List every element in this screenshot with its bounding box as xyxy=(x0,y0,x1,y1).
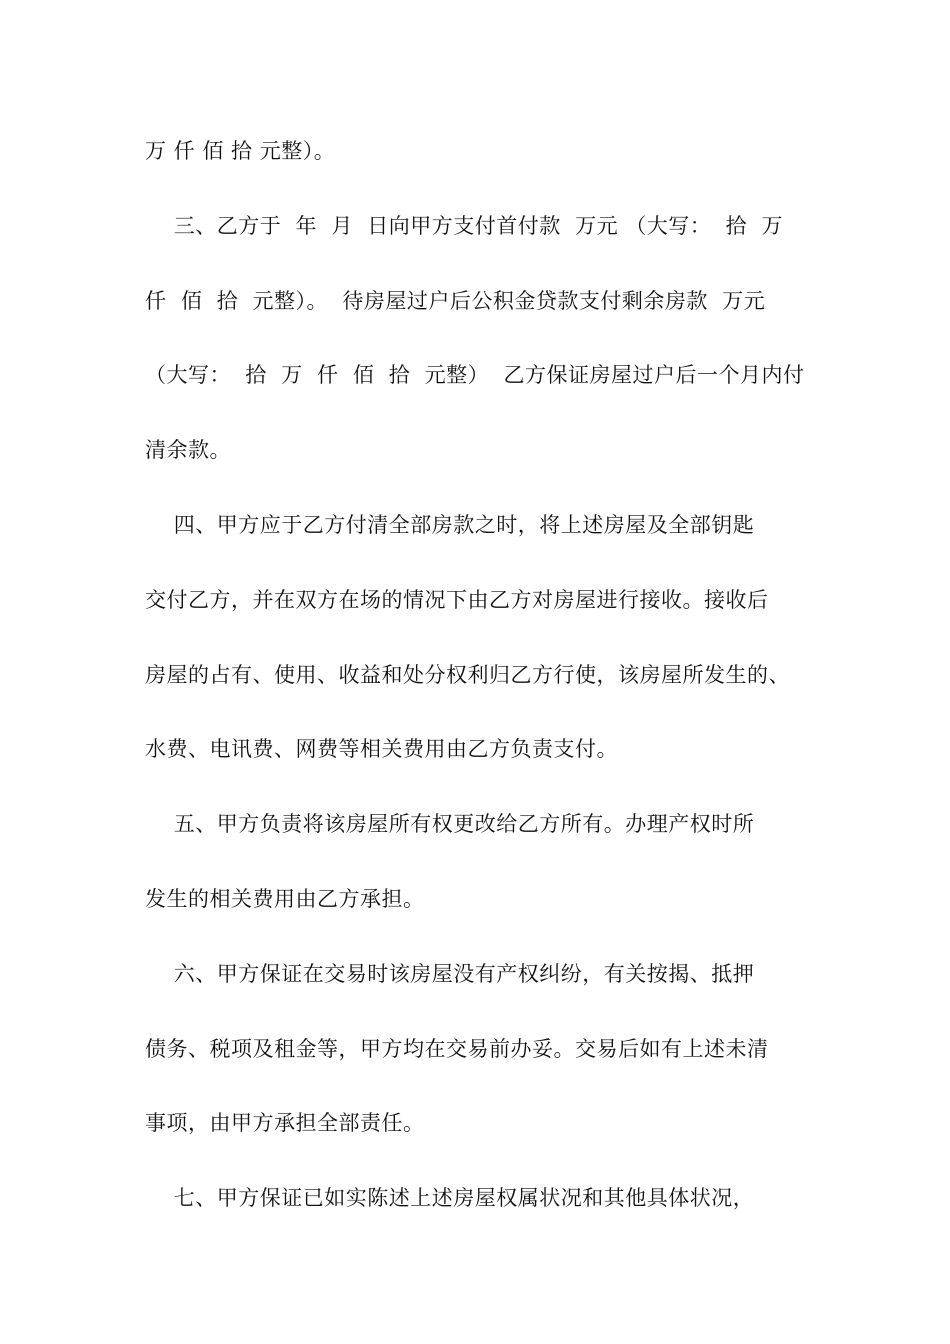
text-line-11: 发生的相关费用由乙方承担。 xyxy=(145,887,425,911)
text-line-14: 事项，由甲方承担全部责任。 xyxy=(145,1111,425,1135)
text-line-8: 房屋的占有、使用、收益和处分权利归乙方行使，该房屋所发生的、 xyxy=(145,663,790,687)
text-line-1: 万 仟 佰 拾 元整）。 xyxy=(145,139,336,163)
text-line-10: 五、甲方负责将该房屋所有权更改给乙方所有。办理产权时所 xyxy=(145,812,755,836)
text-line-6: 四、甲方应于乙方付清全部房款之时，将上述房屋及全部钥匙 xyxy=(145,513,755,537)
text-line-7: 交付乙方，并在双方在场的情况下由乙方对房屋进行接收。接收后 xyxy=(145,588,769,612)
text-line-2: 三、乙方于 年 月 日向甲方支付首付款 万元 （大写： 拾 万 xyxy=(145,214,783,238)
text-line-9: 水费、电讯费、网费等相关费用由乙方负责支付。 xyxy=(145,737,618,761)
text-line-3: 仟 佰 拾 元整）。 待房屋过户后公积金贷款支付剩余房款 万元 xyxy=(145,289,766,313)
text-line-12: 六、甲方保证在交易时该房屋没有产权纠纷，有关按揭、抵押 xyxy=(145,962,755,986)
text-line-13: 债务、税项及租金等，甲方均在交易前办妥。交易后如有上述未清 xyxy=(145,1037,769,1061)
text-line-5: 清余款。 xyxy=(145,438,231,462)
text-line-4: （大写： 拾 万 仟 佰 拾 元整） 乙方保证房屋过户后一个月内付 xyxy=(145,363,805,387)
text-line-15: 七、甲方保证已如实陈述上述房屋权属状况和其他具体状况， xyxy=(145,1186,755,1210)
